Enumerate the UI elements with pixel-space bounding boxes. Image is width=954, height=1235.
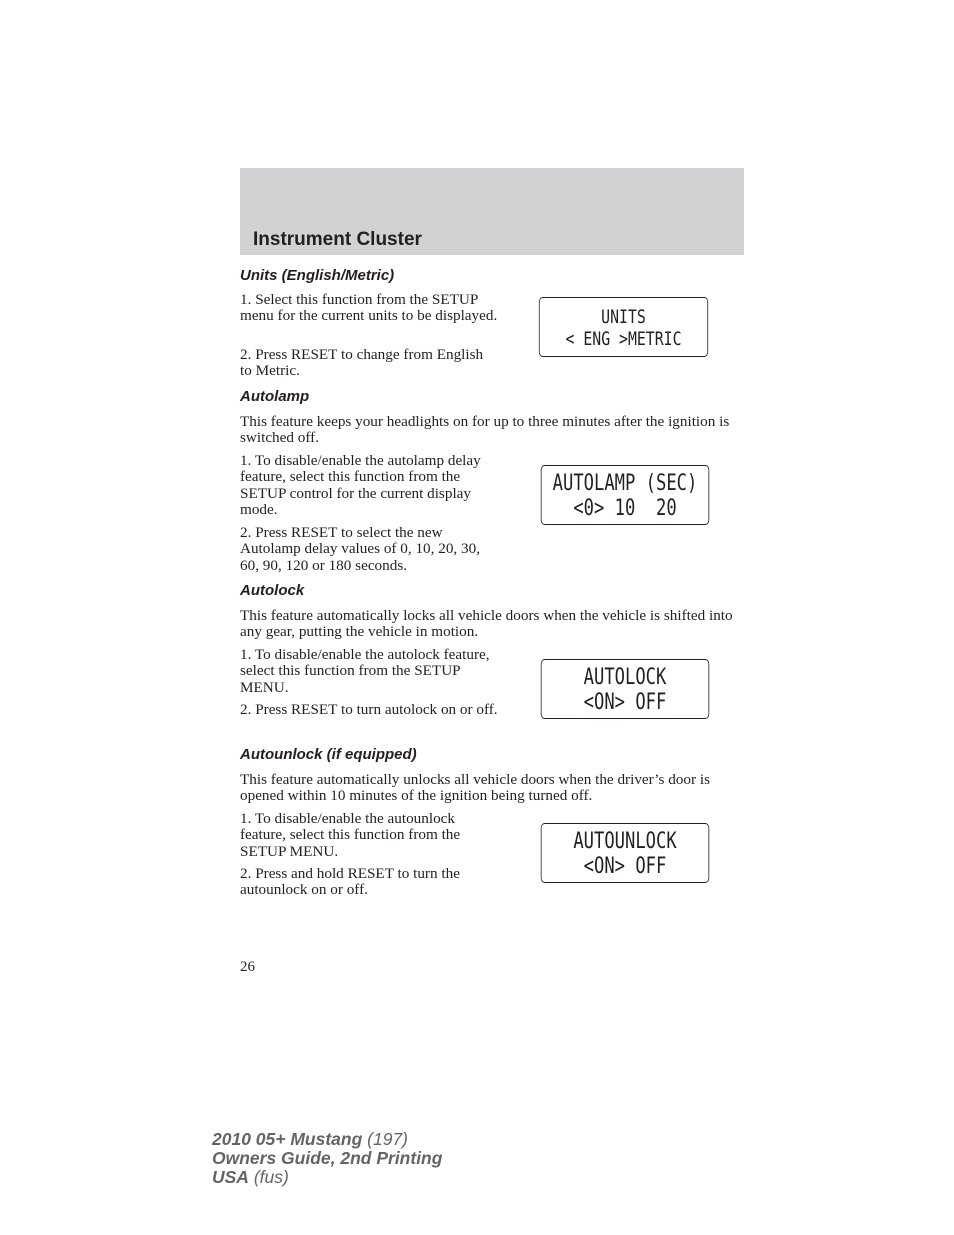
footer-edition: Owners Guide, 2nd Printing [212, 1148, 443, 1168]
page-number: 26 [240, 959, 255, 975]
autounlock-step-2: 2. Press and hold RESET to turn the autounlock on or off. [240, 865, 460, 899]
autolamp-display [541, 465, 709, 525]
autolock-display-line-2: <ON> OFF [583, 690, 667, 715]
section-header-band [240, 168, 744, 255]
units-step-1: 1. Select this function from the SETUP menu for the current units to be displayed. [240, 291, 498, 325]
autolock-display [541, 659, 709, 719]
autolock-intro: This feature automatically locks all vehicle doors when the vehicle is shifted into any gear, putting the vehicle in motion. [240, 607, 733, 641]
autolamp-display-line-1: AUTOLAMP (SEC) [552, 471, 698, 496]
units-display-line-2: < ENG >METRIC [565, 328, 682, 350]
autolock-display-line-1: AUTOLOCK [583, 665, 667, 690]
autounlock-display-line-2: <ON> OFF [583, 854, 667, 879]
autolock-step-1: 1. To disable/enable the autolock feature, select this function from the SETUP MENU. [240, 646, 490, 696]
units-display-line-1: UNITS [601, 306, 646, 328]
footer-model-code: (197) [367, 1129, 409, 1149]
autolamp-display-line-2: <0> 10 20 [573, 496, 677, 521]
footer-line-2 [212, 1149, 442, 1168]
footer-line-1 [212, 1130, 442, 1149]
autounlock-display [541, 823, 709, 883]
autolamp-step-1: 1. To disable/enable the autolamp delay feature, select this function from the SETUP control for the current display mode. [240, 452, 481, 518]
section-title: Instrument Cluster [253, 229, 422, 250]
autounlock-step-1: 1. To disable/enable the autounlock feature, select this function from the SETUP MENU. [240, 810, 461, 860]
units-step-2: 2. Press RESET to change from English to Metric. [240, 346, 484, 380]
footer-market: USA [212, 1167, 249, 1187]
heading-autolamp: Autolamp [240, 388, 310, 405]
autolamp-intro: This feature keeps your headlights on for up to three minutes after the ignition is switched off. [240, 413, 730, 447]
autolamp-step-2: 2. Press RESET to select the new Autolamp delay values of 0, 10, 20, 30, 60, 90, 120 or 180 seconds. [240, 524, 481, 574]
autounlock-intro: This feature automatically unlocks all vehicle doors when the driver’s door is opened within 10 minutes of the ignition being turned off. [240, 771, 710, 805]
autounlock-display-line-1: AUTOUNLOCK [573, 829, 677, 854]
heading-autolock: Autolock [240, 582, 305, 599]
heading-units: Units (English/Metric) [240, 267, 395, 284]
footer-model: 2010 05+ Mustang [212, 1129, 363, 1149]
footer-market-code: (fus) [253, 1167, 289, 1187]
heading-autounlock: Autounlock (if equipped) [240, 746, 417, 763]
footer-line-3 [212, 1168, 442, 1187]
units-display [539, 297, 708, 357]
autolock-step-2: 2. Press RESET to turn autolock on or off. [240, 701, 498, 718]
footer-imprint [212, 1130, 442, 1187]
